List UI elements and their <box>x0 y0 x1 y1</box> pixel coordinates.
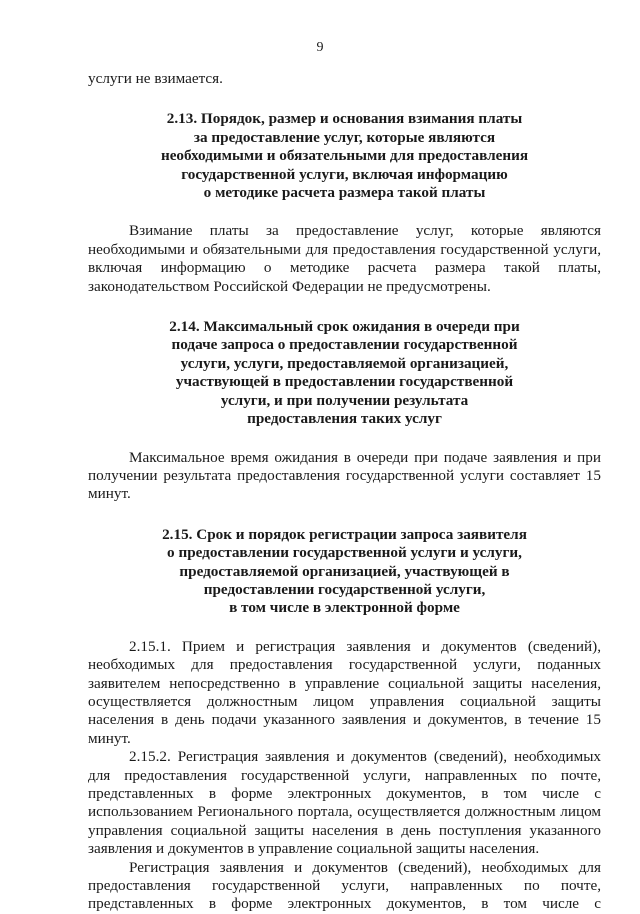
heading-line: предоставляемой организацией, участвующей в <box>179 562 510 580</box>
heading-line: необходимыми и обязательными для предоставления <box>160 147 529 165</box>
heading-line: о предоставлении государственной услуги и услуги, <box>167 544 522 562</box>
page-content <box>88 70 601 914</box>
heading-line: услуги, и при получении результата <box>220 391 469 409</box>
heading-line: государственной услуги, включая информацию <box>181 165 508 183</box>
heading-line: услуги, услуги, предоставляемой организацией, <box>180 354 509 372</box>
lead-line: услуги не взимается. <box>88 70 223 87</box>
heading-line: участвующей в предоставлении государственной <box>175 373 514 391</box>
page-number: 9 <box>316 40 324 55</box>
heading-line: 2.13. Порядок, размер и основания взимания платы <box>166 110 523 128</box>
section-paragraph-2-13: Взимание платы за предоставление услуг, которые являются необходимыми и обязательными для предоставления государственной услуги, включая информацию о методике расчета размера такой платы, законодательством Российской Федерации не предусмотрены. <box>88 222 601 295</box>
section-heading-2-15 <box>88 526 601 618</box>
section-paragraph-2-15-2: 2.15.2. Регистрация заявления и документов (сведений), необходимых для предоставления государственной услуги, направленных по почте, представленных в форме электронных документов, в том числе с использованием Регионального портала, осуществляется должностным лицом управления социальной защиты населения в день поступления указанного заявления и документов в управление социальной защиты населения. <box>88 748 601 858</box>
heading-line: о методике расчета размера такой платы <box>203 184 486 202</box>
heading-line: предоставлении государственной услуги, <box>203 580 486 598</box>
section-paragraph-2-14: Максимальное время ожидания в очереди при подаче заявления и при получении результата предоставления государственной услуги составляет 15 минут. <box>88 448 601 503</box>
heading-line: в том числе в электронной форме <box>229 599 460 617</box>
section-paragraph-2-15-1: 2.15.1. Прием и регистрация заявления и документов (сведений), необходимых для предоставления государственной услуги, поданных заявителем непосредственно в управление социальной защиты населения, осуществляется должностным лицом управления социальной защиты населения в день подачи указанного заявления и документов, в течение 15 минут. <box>88 637 601 747</box>
heading-line: 2.14. Максимальный срок ожидания в очереди при <box>169 318 520 336</box>
section-heading-2-13 <box>88 110 601 202</box>
heading-line: предоставления таких услуг <box>247 410 442 428</box>
section-paragraph-continued: Регистрация заявления и документов (сведений), необходимых для предоставления государственной услуги, направленных по почте, представленных в форме электронных документов, в том числе с <box>88 858 601 913</box>
section-heading-2-14 <box>88 318 601 428</box>
heading-line: за предоставление услуг, которые являются <box>193 128 496 146</box>
heading-line: 2.15. Срок и порядок регистрации запроса заявителя <box>162 525 527 543</box>
heading-line: подаче запроса о предоставлении государственной <box>171 336 518 354</box>
